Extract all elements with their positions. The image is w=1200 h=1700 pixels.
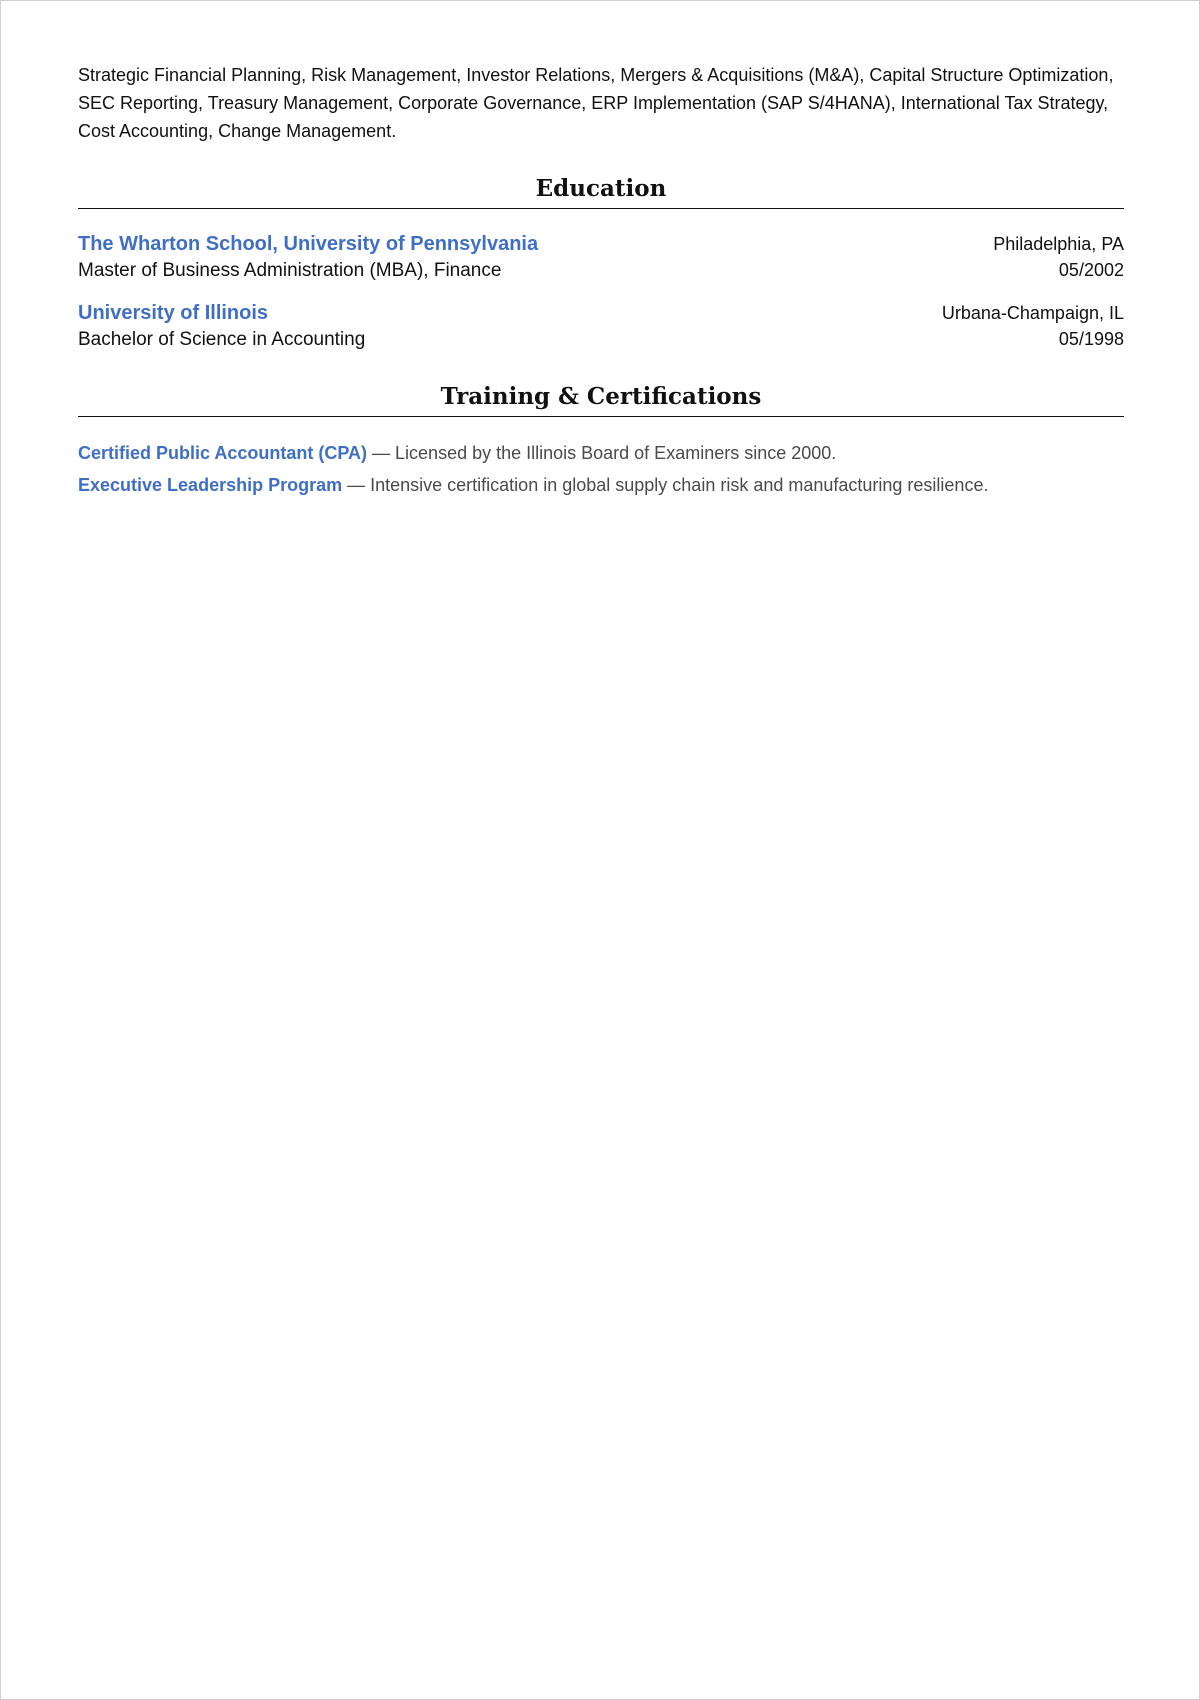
certification-separator: — [367, 443, 396, 463]
certification-description: Licensed by the Illinois Board of Examiners since 2000. [395, 443, 837, 463]
education-row-top [78, 231, 1124, 257]
education-entry [78, 300, 1124, 353]
education-entry [78, 231, 1124, 284]
education-row-bottom [78, 257, 1124, 284]
graduation-date: 05/2002 [1058, 260, 1124, 280]
school-name: The Wharton School, University of Pennsylvania [78, 233, 539, 255]
school-location: Philadelphia, PA [993, 234, 1124, 254]
education-list [78, 231, 1124, 353]
degree-name: Bachelor of Science in Accounting [78, 329, 366, 350]
education-row-bottom [78, 326, 1124, 353]
graduation-date: 05/1998 [1058, 329, 1124, 349]
education-heading: Education [78, 175, 1124, 209]
school-name: University of Illinois [78, 302, 269, 324]
resume-content [78, 61, 1124, 501]
certifications-list [78, 437, 1124, 501]
certifications-heading: Training & Certifications [78, 383, 1124, 417]
certification-name: Executive Leadership Program [78, 475, 343, 495]
education-row-top [78, 300, 1124, 326]
certification-description: Intensive certification in global supply chain risk and manufacturing resilience. [370, 475, 989, 495]
certification-item [78, 469, 1124, 501]
certification-separator: — [342, 475, 371, 495]
certification-name: Certified Public Accountant (CPA) [78, 443, 368, 463]
school-location: Urbana-Champaign, IL [941, 303, 1124, 323]
skills-summary: Strategic Financial Planning, Risk Management, Investor Relations, Mergers & Acquisitions (M&A), Capital Structure Optimization, SEC Reporting, Treasury Management, Corporate Governance, ERP Implementation (SAP S/4HANA), International Tax Strategy, Cost Accounting, Change Management. [78, 65, 1114, 141]
degree-name: Master of Business Administration (MBA), Finance [78, 260, 502, 281]
certification-item [78, 437, 1124, 469]
